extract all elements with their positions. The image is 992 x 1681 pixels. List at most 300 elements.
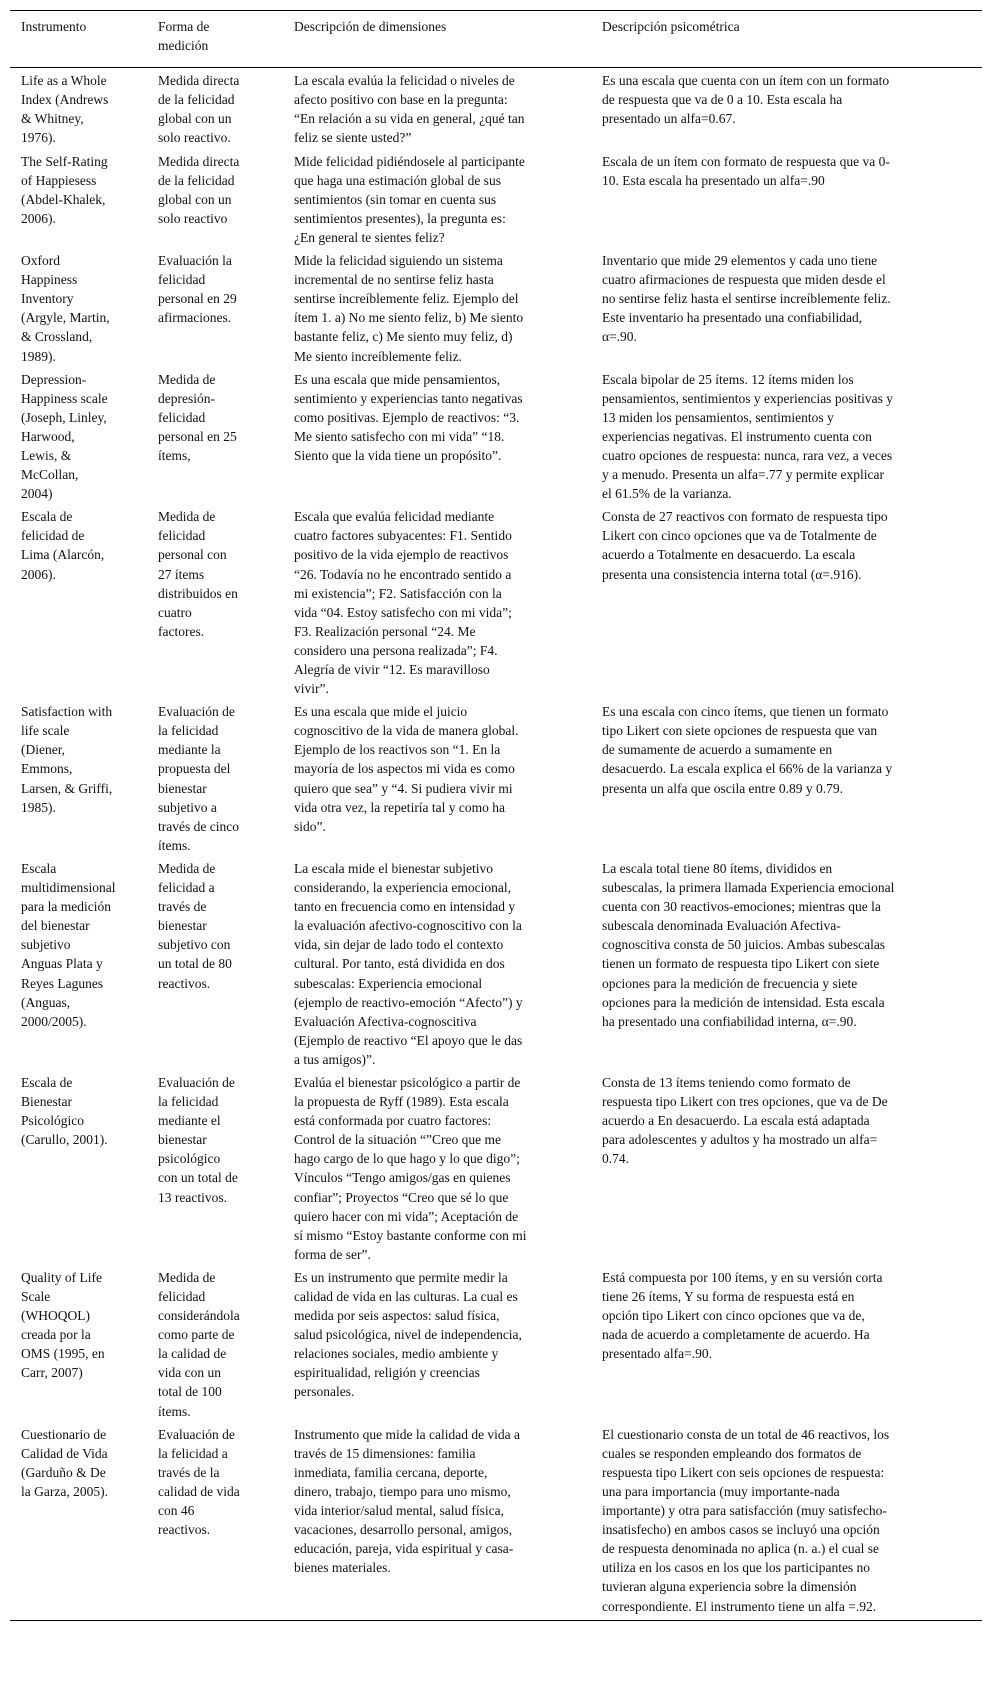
cell-text-line: Es una escala con cinco ítems, que tienen un formato: [602, 704, 889, 720]
cell-text-line: personal en 29: [158, 291, 237, 307]
header-instrumento: [10, 11, 158, 68]
table-row: [10, 1425, 982, 1620]
cell-text-line: Ejemplo de los reactivos son “1. En la: [294, 742, 501, 758]
cell-forma-de-medicion: [158, 507, 294, 702]
cell-text-line: vivir”.: [294, 681, 329, 697]
cell-text-line: considerándola: [158, 1308, 240, 1324]
cell-text-line: Forma de: [158, 19, 210, 34]
cell-text-line: presenta una consistencia interna total (α=.916).: [602, 566, 862, 582]
cell-text-line: 27 ítems: [158, 566, 205, 582]
cell-text-line: de sumamente de acuerdo a sumamente en: [602, 742, 833, 758]
cell-text-line: a tus amigos)”.: [294, 1051, 376, 1067]
cell-forma-de-medicion: [158, 859, 294, 1073]
cell-text-line: cuatro factores subyacentes: F1. Sentido: [294, 528, 512, 544]
cell-text-line: cognoscitivo de la vida de manera global.: [294, 723, 519, 739]
cell-text-line: Carr, 2007): [21, 1365, 83, 1381]
header-forma-de-medicion: [158, 11, 294, 68]
cell-text-line: (Diener,: [21, 742, 66, 758]
cell-text-line: ítems.: [158, 837, 191, 853]
cell-text-line: positivo de la vida ejemplo de reactivos: [294, 547, 509, 563]
cell-text-line: el 61.5% de la varianza.: [602, 486, 732, 502]
cell-descripcion-dimensiones: [294, 1268, 602, 1425]
cell-text-line: vida interior/salud mental, salud física,: [294, 1503, 504, 1519]
cell-text-line: hago cargo de lo que hago y lo que digo”;: [294, 1151, 520, 1167]
cell-text-line: cuales se responden empleando dos formatos de: [602, 1445, 862, 1461]
cell-text-line: Larsen, & Griffi,: [21, 780, 113, 796]
cell-text-line: Lewis, &: [21, 447, 72, 463]
cell-text-line: Evaluación Afectiva-cognoscitiva: [294, 1013, 477, 1029]
cell-text-line: Escala de: [21, 1074, 73, 1090]
cell-text-line: felicidad: [158, 272, 206, 288]
cell-text-line: importante) y otra para satisfacción (muy satisfecho-: [602, 1503, 887, 1519]
cell-text-line: & Whitney,: [21, 111, 84, 127]
cell-text-line: bienestar: [158, 780, 207, 796]
cell-text-line: life scale: [21, 723, 70, 739]
cell-text-line: solo reactivo.: [158, 130, 231, 146]
cell-text-line: la felicidad a: [158, 1445, 228, 1461]
cell-text-line: (Anguas,: [21, 994, 71, 1010]
cell-text-line: personal en 25: [158, 428, 237, 444]
cell-text-line: Control de la situación “”Creo que me: [294, 1132, 501, 1148]
cell-text-line: Descripción de dimensiones: [294, 19, 447, 34]
cell-text-line: Consta de 13 ítems teniendo como formato de: [602, 1074, 851, 1090]
cell-text-line: 2000/2005).: [21, 1013, 87, 1029]
cell-text-line: un total de 80: [158, 956, 232, 972]
cell-descripcion-psicometrica: [602, 370, 982, 508]
cell-text-line: Escala que evalúa felicidad mediante: [294, 509, 495, 525]
cell-text-line: Happiness: [21, 272, 78, 288]
cell-forma-de-medicion: [158, 702, 294, 859]
cell-text-line: opciones para la medición de frecuencia y siete: [602, 975, 858, 991]
cell-forma-de-medicion: [158, 152, 294, 251]
cell-text-line: bienestar: [158, 918, 207, 934]
cell-text-line: 2006).: [21, 566, 56, 582]
cell-descripcion-psicometrica: [602, 1268, 982, 1425]
cell-text-line: tiene 26 ítems, Y su forma de respuesta está en: [602, 1289, 855, 1304]
cell-text-line: con 46: [158, 1503, 195, 1519]
cell-text-line: Escala bipolar de 25 ítems. 12 ítems miden los: [602, 371, 854, 387]
cell-text-line: Harwood,: [21, 428, 75, 444]
cell-text-line: través de 15 dimensiones: familia: [294, 1445, 476, 1461]
cell-text-line: F3. Realización personal “24. Me: [294, 623, 476, 639]
header-row: [10, 11, 982, 68]
cell-text-line: Medida directa: [158, 153, 240, 169]
cell-text-line: nada de acuerdo a completamente de acuerdo. Ha: [602, 1327, 870, 1343]
cell-text-line: felicidad: [158, 528, 206, 544]
cell-text-line: considerando, la experiencia emocional,: [294, 880, 512, 896]
table-body: [10, 68, 982, 1620]
cell-text-line: propuesta del: [158, 761, 231, 777]
cell-text-line: de respuesta que va de 0 a 10. Esta escala ha: [602, 92, 843, 108]
cell-instrumento: [10, 702, 158, 859]
cell-text-line: personales.: [294, 1384, 355, 1400]
cell-text-line: que haga una estimación global de sus: [294, 172, 501, 188]
cell-text-line: felicidad: [158, 409, 206, 425]
cell-text-line: Emmons,: [21, 761, 73, 777]
cell-text-line: 10. Esta escala ha presentado un alfa=.90: [602, 172, 825, 188]
cell-text-line: Escala de un ítem con formato de respuesta que va 0-: [602, 153, 890, 169]
cell-text-line: Psicológico: [21, 1113, 84, 1129]
cell-text-line: la calidad de: [158, 1346, 227, 1362]
cell-text-line: Oxford: [21, 253, 60, 269]
cell-text-line: bienes materiales.: [294, 1560, 391, 1576]
cell-text-line: Cuestionario de: [21, 1426, 107, 1442]
cell-text-line: opciones para la medición de intensidad. Esta escala: [602, 994, 885, 1010]
cell-forma-de-medicion: [158, 1425, 294, 1620]
cell-text-line: sentimiento y experiencias tanto negativas: [294, 390, 523, 406]
cell-forma-de-medicion: [158, 1073, 294, 1268]
cell-text-line: Medida directa: [158, 73, 240, 89]
cell-text-line: cultural. Por tanto, está dividida en dos: [294, 956, 505, 972]
cell-text-line: Evaluación de: [158, 704, 235, 720]
cell-text-line: de respuesta denominada no aplica (n. a.) el cual se: [602, 1541, 880, 1557]
cell-forma-de-medicion: [158, 1268, 294, 1425]
cell-descripcion-dimensiones: [294, 370, 602, 508]
cell-descripcion-dimensiones: [294, 68, 602, 152]
cell-text-line: 1989).: [21, 348, 56, 364]
cell-text-line: “En relación a su vida en general, ¿qué tan: [294, 111, 525, 127]
cell-text-line: mayoría de los aspectos mi vida es como: [294, 761, 515, 777]
cell-text-line: tanto en frecuencia como en intensidad y: [294, 899, 516, 915]
cell-instrumento: [10, 1425, 158, 1620]
cell-text-line: 0.74.: [602, 1151, 629, 1167]
cell-text-line: Me siento satisfecho con mi vida” “18.: [294, 428, 505, 444]
cell-text-line: α=.90.: [602, 329, 637, 345]
cell-text-line: para adolescentes y adultos y ha mostrado un alfa=: [602, 1132, 878, 1148]
cell-text-line: sido”.: [294, 818, 326, 834]
cell-text-line: (ejemplo de reactivo-emoción “Afecto”) y: [294, 994, 523, 1010]
cell-descripcion-dimensiones: [294, 1425, 602, 1620]
cell-text-line: tipo Likert con siete opciones de respuesta que van: [602, 723, 878, 739]
cell-text-line: vida, sin dejar de lado todo el contexto: [294, 937, 504, 953]
cell-instrumento: [10, 68, 158, 152]
cell-descripcion-dimensiones: [294, 152, 602, 251]
cell-text-line: (WHOQOL): [21, 1308, 90, 1324]
cell-instrumento: [10, 1268, 158, 1425]
cell-text-line: con un total de: [158, 1170, 238, 1186]
cell-text-line: Evalúa el bienestar psicológico a partir de: [294, 1074, 521, 1090]
cell-text-line: Es una escala que cuenta con un ítem con un formato: [602, 73, 890, 89]
cell-text-line: OMS (1995, en: [21, 1346, 105, 1362]
cell-text-line: Medida de: [158, 1269, 216, 1285]
cell-text-line: del bienestar: [21, 918, 90, 934]
cell-text-line: una para importancia (muy importante-nada: [602, 1483, 840, 1499]
cell-text-line: quiero que sea” y “4. Si pudiera vivir mi: [294, 780, 513, 796]
cell-text-line: La escala mide el bienestar subjetivo: [294, 860, 494, 876]
cell-text-line: relaciones sociales, medio ambiente y: [294, 1346, 499, 1362]
cell-text-line: La escala total tiene 80 ítems, divididos en: [602, 860, 833, 876]
cell-text-line: mediante el: [158, 1113, 221, 1129]
cell-text-line: 1985).: [21, 799, 56, 815]
cell-text-line: confiar”; Proyectos “Creo que sé lo que: [294, 1189, 509, 1205]
cell-text-line: Me siento increíblemente feliz.: [294, 348, 462, 364]
cell-text-line: dinero, trabajo, tiempo para uno mismo,: [294, 1483, 511, 1499]
cell-text-line: Medida de: [158, 860, 216, 876]
cell-text-line: vida “04. Estoy satisfecho con mi vida”;: [294, 604, 512, 620]
cell-text-line: felicidad a: [158, 880, 215, 896]
cell-text-line: de la felicidad: [158, 92, 235, 108]
cell-text-line: Index (Andrews: [21, 92, 109, 108]
cell-text-line: mediante la: [158, 742, 221, 758]
cell-text-line: afirmaciones.: [158, 310, 232, 326]
cell-text-line: Instrumento: [21, 19, 87, 34]
cell-descripcion-psicometrica: [602, 702, 982, 859]
cell-text-line: 2006).: [21, 210, 56, 226]
cell-text-line: subjetivo: [21, 937, 71, 953]
cell-text-line: Evaluación de: [158, 1074, 235, 1090]
cell-text-line: incremental de no sentirse feliz hasta: [294, 272, 494, 288]
cell-text-line: The Self-Rating: [21, 153, 108, 169]
table-header: [10, 11, 982, 68]
cell-text-line: El cuestionario consta de un total de 46 reactivos, los: [602, 1426, 890, 1442]
cell-text-line: (Carullo, 2001).: [21, 1132, 108, 1148]
table-row: [10, 370, 982, 508]
cell-text-line: ítems.: [158, 1403, 191, 1419]
cell-instrumento: [10, 1073, 158, 1268]
cell-descripcion-dimensiones: [294, 1073, 602, 1268]
cell-text-line: of Happiesess: [21, 172, 97, 188]
cell-text-line: Consta de 27 reactivos con formato de respuesta tipo: [602, 509, 888, 525]
cell-text-line: Quality of Life: [21, 1269, 102, 1285]
cell-text-line: feliz se siente usted?”: [294, 130, 412, 146]
cell-text-line: Lima (Alarcón,: [21, 547, 105, 563]
cell-descripcion-dimensiones: [294, 859, 602, 1073]
cell-text-line: sentimientos (sin tomar en cuenta sus: [294, 191, 497, 207]
cell-text-line: 13 reactivos.: [158, 1189, 227, 1205]
instruments-table-container: [10, 10, 982, 1621]
cell-text-line: correspondiente. El instrumento tiene un alfa =.92.: [602, 1598, 877, 1614]
cell-text-line: Depression-: [21, 371, 87, 387]
cell-text-line: Inventory: [21, 291, 74, 307]
cell-text-line: Mide la felicidad siguiendo un sistema: [294, 253, 503, 269]
cell-text-line: está conformada por cuatro factores:: [294, 1113, 492, 1129]
cell-text-line: afecto positivo con base en la pregunta:: [294, 92, 508, 108]
cell-text-line: calidad de vida: [158, 1483, 240, 1499]
cell-text-line: (Argyle, Martin,: [21, 310, 110, 326]
cell-text-line: la felicidad: [158, 723, 219, 739]
cell-text-line: Likert con cinco opciones que va de Totalmente de: [602, 528, 877, 544]
cell-descripcion-psicometrica: [602, 507, 982, 702]
cell-descripcion-psicometrica: [602, 152, 982, 251]
cell-text-line: como positivas. Ejemplo de reactivos: “3.: [294, 409, 520, 425]
cell-text-line: vacaciones, desarrollo personal, amigos,: [294, 1522, 513, 1538]
cell-text-line: bienestar: [158, 1132, 207, 1148]
cell-text-line: pensamientos, sentimientos y experiencias positivas y: [602, 390, 893, 406]
cell-descripcion-psicometrica: [602, 1073, 982, 1268]
cell-text-line: través de cinco: [158, 818, 239, 834]
cell-text-line: cuatro: [158, 604, 192, 620]
cell-text-line: Evaluación la: [158, 253, 232, 269]
cell-text-line: sentimientos presentes), la pregunta es:: [294, 210, 506, 226]
cell-text-line: presentado alfa=.90.: [602, 1346, 712, 1362]
cell-text-line: personal con: [158, 547, 227, 563]
cell-text-line: inmediata, familia cercana, deporte,: [294, 1464, 488, 1480]
cell-text-line: para la medición: [21, 899, 111, 915]
cell-text-line: respuesta tipo Likert con tres opciones, que va de De: [602, 1094, 888, 1110]
cell-text-line: opción tipo Likert con cinco opciones que va de,: [602, 1308, 865, 1324]
cell-text-line: desacuerdo. La escala explica el 66% de la varianza y: [602, 761, 893, 777]
cell-text-line: sentirse increíblemente feliz. Ejemplo del: [294, 291, 519, 307]
cell-text-line: (Garduño & De: [21, 1464, 106, 1480]
cell-text-line: Alegría de vivir “12. Es maravilloso: [294, 662, 490, 677]
cell-text-line: presentado un alfa=0.67.: [602, 111, 736, 127]
cell-descripcion-psicometrica: [602, 251, 982, 370]
cell-descripcion-dimensiones: [294, 251, 602, 370]
cell-text-line: Bienestar: [21, 1094, 72, 1110]
cell-text-line: global con un: [158, 191, 232, 207]
cell-text-line: Está compuesta por 100 ítems, y en su versión corta: [602, 1269, 883, 1285]
cell-text-line: ha presentado una confiabilidad interna, α=.90.: [602, 1013, 857, 1029]
cell-instrumento: [10, 370, 158, 508]
cell-text-line: subescala denominada Evaluación Afectiva-: [602, 918, 841, 934]
cell-text-line: subescalas, la primera llamada Experiencia emocional: [602, 880, 895, 896]
cell-text-line: la propuesta de Ryff (1989). Esta escala: [294, 1094, 509, 1110]
cell-text-line: espiritualidad, religión y creencias: [294, 1365, 480, 1381]
cell-text-line: global con un: [158, 111, 232, 127]
cell-text-line: medida por seis aspectos: salud física,: [294, 1308, 500, 1324]
cell-text-line: ítems,: [158, 447, 191, 463]
cell-text-line: Happiness scale: [21, 390, 108, 406]
cell-text-line: Calidad de Vida: [21, 1445, 108, 1461]
table-row: [10, 702, 982, 859]
cell-text-line: reactivos.: [158, 1522, 211, 1538]
cell-text-line: McCollan,: [21, 467, 79, 483]
cell-text-line: Evaluación de: [158, 1426, 235, 1442]
cell-text-line: Este inventario ha presentado una confiabilidad,: [602, 310, 863, 326]
cell-text-line: Instrumento que mide la calidad de vida a: [294, 1426, 521, 1442]
header-descripcion-dimensiones: [294, 11, 602, 68]
table-row: [10, 251, 982, 370]
cell-text-line: la evaluación afectivo-cognoscitivo con la: [294, 918, 522, 934]
cell-text-line: 13 miden los pensamientos, sentimientos y: [602, 409, 834, 425]
cell-instrumento: [10, 251, 158, 370]
cell-text-line: 2004): [21, 486, 53, 502]
cell-text-line: subjetivo a: [158, 799, 217, 815]
cell-descripcion-psicometrica: [602, 1425, 982, 1620]
cell-descripcion-psicometrica: [602, 859, 982, 1073]
cell-text-line: bastante feliz, c) Me siento muy feliz, d): [294, 329, 513, 345]
cell-forma-de-medicion: [158, 370, 294, 508]
cell-text-line: experiencias negativas. El instrumento cuenta con: [602, 428, 872, 444]
cell-instrumento: [10, 859, 158, 1073]
cell-text-line: sí mismo “Estoy bastante conforme con mi: [294, 1227, 527, 1243]
cell-text-line: utiliza en los casos en los que los participantes no: [602, 1560, 871, 1576]
cell-text-line: depresión-: [158, 390, 215, 406]
cell-text-line: Reyes Lagunes: [21, 975, 104, 991]
table-row: [10, 1268, 982, 1425]
table-row: [10, 152, 982, 251]
cell-text-line: cuenta con 30 reactivos-emociones; mientras que la: [602, 899, 881, 915]
cell-text-line: vida otra vez, la repetiría tal y como ha: [294, 799, 506, 815]
cell-text-line: través de: [158, 899, 207, 915]
cell-text-line: Descripción psicométrica: [602, 19, 740, 34]
cell-text-line: Medida de: [158, 509, 216, 525]
cell-text-line: Anguas Plata y: [21, 956, 103, 972]
cell-descripcion-dimensiones: [294, 702, 602, 859]
cell-text-line: Life as a Whole: [21, 73, 107, 89]
cell-text-line: (Joseph, Linley,: [21, 409, 107, 425]
cell-text-line: 1976).: [21, 130, 56, 146]
cell-text-line: través de la: [158, 1464, 220, 1480]
cell-text-line: La escala evalúa la felicidad o niveles de: [294, 73, 515, 89]
cell-text-line: Satisfaction with: [21, 704, 113, 720]
cell-text-line: (Ejemplo de reactivo “El apoyo que le das: [294, 1032, 523, 1048]
cell-text-line: medición: [158, 38, 209, 54]
cell-text-line: psicológico: [158, 1151, 221, 1167]
cell-instrumento: [10, 507, 158, 702]
cell-forma-de-medicion: [158, 251, 294, 370]
cell-text-line: “26. Todavía no he encontrado sentido a: [294, 566, 512, 582]
cell-text-line: creada por la: [21, 1327, 91, 1343]
cell-descripcion-dimensiones: [294, 507, 602, 702]
cell-text-line: respuesta tipo Likert con seis opciones de respuesta:: [602, 1464, 885, 1480]
cell-text-line: forma de ser”.: [294, 1246, 371, 1262]
cell-text-line: Vínculos “Tengo amigos/gas en quienes: [294, 1170, 511, 1186]
cell-text-line: como parte de: [158, 1327, 235, 1343]
table-row: [10, 68, 982, 152]
table-row: [10, 1073, 982, 1268]
cell-text-line: de la felicidad: [158, 172, 235, 188]
table-row: [10, 507, 982, 702]
cell-text-line: la Garza, 2005).: [21, 1483, 108, 1499]
cell-text-line: Medida de: [158, 371, 216, 387]
cell-text-line: ítem 1. a) No me siento feliz, b) Me siento: [294, 310, 524, 326]
cell-text-line: subescalas: Experiencia emocional: [294, 975, 483, 991]
cell-text-line: tuvieran alguna experiencia sobre la dimensión: [602, 1579, 857, 1595]
cell-text-line: mi existencia”; F2. Satisfacción con la: [294, 585, 502, 601]
cell-text-line: Es un instrumento que permite medir la: [294, 1269, 508, 1285]
cell-text-line: Mide felicidad pidiéndosele al participante: [294, 153, 525, 169]
cell-forma-de-medicion: [158, 68, 294, 152]
cell-text-line: & Crossland,: [21, 329, 93, 345]
cell-text-line: la felicidad: [158, 1094, 219, 1110]
cell-instrumento: [10, 152, 158, 251]
cell-text-line: Inventario que mide 29 elementos y cada uno tiene: [602, 253, 878, 269]
cell-text-line: Scale: [21, 1289, 51, 1304]
cell-text-line: (Abdel-Khalek,: [21, 191, 106, 207]
cell-text-line: acuerdo a Totalmente en desacuerdo. La escala: [602, 547, 856, 563]
cell-text-line: educación, pareja, vida espiritual y casa-: [294, 1541, 514, 1557]
cell-text-line: salud psicológica, nivel de independencia,: [294, 1327, 522, 1343]
cell-text-line: total de 100: [158, 1384, 222, 1400]
instruments-table: [10, 10, 982, 1621]
cell-text-line: Escala: [21, 860, 57, 876]
cell-descripcion-psicometrica: [602, 68, 982, 152]
cell-text-line: no sentirse feliz hasta el sentirse increíblemente feliz.: [602, 291, 891, 307]
cell-text-line: vida con un: [158, 1365, 221, 1381]
cell-text-line: quiero hacer con mi vida”; Aceptación de: [294, 1208, 519, 1224]
cell-text-line: tienen un formato de respuesta tipo Likert con siete: [602, 956, 880, 972]
cell-text-line: distribuidos en: [158, 585, 238, 601]
cell-text-line: solo reactivo: [158, 210, 228, 226]
cell-text-line: calidad de vida en las culturas. La cual es: [294, 1289, 518, 1304]
table-row: [10, 859, 982, 1073]
cell-text-line: presenta un alfa que oscila entre 0.89 y 0.79.: [602, 780, 844, 796]
cell-text-line: insatisfecho) en ambos casos se incluyó una opción: [602, 1522, 880, 1538]
cell-text-line: y a menudo. Presenta un alfa=.77 y permite explicar: [602, 467, 885, 483]
cell-text-line: Escala de: [21, 509, 73, 525]
cell-text-line: cuatro opciones de respuesta: nunca, rara vez, a veces: [602, 447, 893, 463]
cell-text-line: multidimensional: [21, 880, 116, 896]
cell-text-line: acuerdo a En desacuerdo. La escala está adaptada: [602, 1113, 870, 1129]
cell-text-line: reactivos.: [158, 975, 211, 991]
cell-text-line: cuatro afirmaciones de respuesta que miden desde el: [602, 272, 886, 288]
cell-text-line: felicidad de: [21, 528, 85, 544]
header-descripcion-psicometrica: [602, 11, 982, 68]
cell-text-line: ¿En general te sientes feliz?: [294, 229, 445, 245]
cell-text-line: Es una escala que mide pensamientos,: [294, 371, 501, 387]
cell-text-line: Es una escala que mide el juicio: [294, 704, 468, 720]
